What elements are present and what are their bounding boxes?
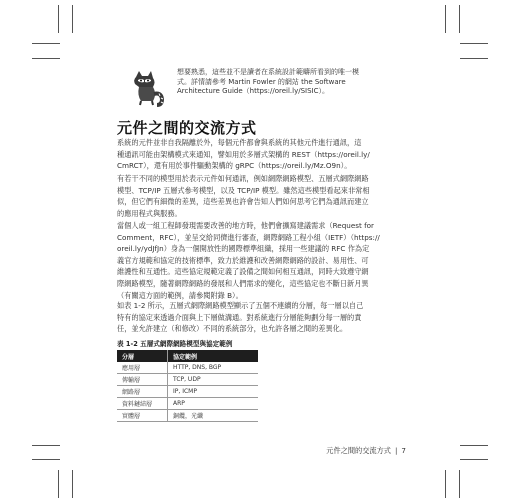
paragraph-line: 特有的協定來透過介面與上下層做溝通。對系統進行分層能夠劃分每一層的責 — [117, 312, 362, 322]
note-line: Architecture Guide（https://oreil.ly/SISIC）。 — [177, 87, 330, 96]
crop-mark — [32, 459, 60, 460]
table-row — [117, 386, 258, 398]
paragraph-line: oreil.ly/ydJfJn）身為一個開放性的國際標準組織，採用一些建議的 RFC 作為定 — [117, 244, 370, 254]
crop-mark — [460, 445, 488, 446]
table-cell: 網路層 — [117, 386, 168, 398]
crop-mark — [32, 58, 60, 59]
footer-chapter: 元件之間的交流方式 — [326, 446, 391, 455]
paragraph-line: 義官方規範和協定的技術標準，致力於維護和改善網際網路的設計、易用性、可 — [117, 255, 369, 265]
crop-mark — [459, 470, 460, 498]
table-cell: IP, ICMP — [168, 386, 259, 398]
footer-separator: | — [395, 446, 398, 455]
section-title: 元件之間的交流方式 — [117, 119, 257, 137]
crop-mark — [460, 459, 488, 460]
table-cell: 應用層 — [117, 362, 168, 374]
paragraph-line: CmRCT），還有用於事件驅動架構的 gRPC（https://oreil.ly/Mz.O9n）。 — [117, 161, 352, 171]
paragraph-line: （有關這方面的範例，請參閱附錄 B）。 — [117, 290, 243, 300]
paragraph-3 — [117, 220, 401, 301]
paragraph-line: 似，但它們有細微的差異，這些差異也許會告知人們如何思考它們為通訊而建立 — [117, 197, 369, 207]
crop-mark — [32, 445, 60, 446]
table-cell: 資料鏈結層 — [117, 398, 168, 410]
paragraph-line: 模型、TCP/IP 五層式參考模型，以及 TCP/IP 模型。雖然這些模型看起來非常相 — [117, 185, 370, 195]
table-row — [117, 362, 258, 374]
layers-table — [117, 350, 258, 422]
table-row — [117, 398, 258, 410]
note-text — [177, 68, 409, 97]
table-header: 分層 — [117, 350, 168, 362]
paragraph-line: Comment，RFC），並呈交給同儕進行審查，網際網路工程小組（IETF）（https:// — [117, 232, 380, 242]
crop-mark — [72, 470, 73, 498]
page-footer — [300, 446, 406, 456]
crop-mark — [460, 43, 488, 44]
paragraph-line: 的應用程式與服務。 — [117, 208, 182, 218]
crop-mark — [58, 470, 59, 498]
table-caption: 表 1-2 五層式網際網路模型與協定範例 — [117, 340, 233, 348]
crop-mark — [445, 470, 446, 498]
crop-mark — [445, 5, 446, 33]
table-cell: HTTP, DNS, BGP — [168, 362, 259, 374]
table-cell: 實體層 — [117, 410, 168, 422]
crop-mark — [459, 5, 460, 33]
note-line: 想要熟悉，這些並不是讀者在系統設計範疇所看到的唯一模 — [177, 68, 359, 76]
paragraph-1 — [117, 137, 401, 172]
table-header: 協定範例 — [168, 350, 259, 362]
paragraph-4 — [117, 300, 401, 335]
raccoon-icon — [128, 68, 168, 108]
table-header-row — [117, 350, 258, 362]
page-number: 7 — [401, 446, 406, 455]
paragraph-line: 任，並允許建立（和修改）不同的系統部分，也允許各層之間的差異化。 — [117, 324, 348, 334]
paragraph-line: 系統的元件並非自我隔離於外，每個元件都會與系統的其他元件進行通訊，這 — [117, 138, 362, 147]
tip-note — [136, 68, 416, 110]
table-row — [117, 374, 258, 386]
paragraph-line: 際網路模型，隨著網際網路的發展和人們需求的變化，這些協定也不斷日新月異 — [117, 278, 369, 288]
paragraph-2 — [117, 173, 401, 219]
crop-mark — [460, 58, 488, 59]
table-cell: 傳輸層 — [117, 374, 168, 386]
table-row — [117, 410, 258, 422]
paragraph-line: 當個人或一組工程師發現需要改善的地方時，他們會擴寫建議需求（Request for — [117, 221, 374, 230]
paragraph-line: 維護性和互通性。這些協定規範定義了設備之間如何相互通訊，同時大致遵守網 — [117, 267, 369, 277]
table-cell: TCP, UDP — [168, 374, 259, 386]
note-line: 式。詳情請參考 Martin Fowler 的網站 the Software — [177, 77, 346, 86]
table-cell: ARP — [168, 398, 259, 410]
table-cell: 銅纜，光纖 — [168, 410, 259, 422]
crop-mark — [32, 43, 60, 44]
crop-mark — [72, 5, 73, 33]
crop-mark — [58, 5, 59, 33]
paragraph-line: 如表 1-2 所示，五層式網際網路模型顯示了五個不連續的分層，每一層以自己 — [117, 301, 364, 310]
paragraph-line: 種通訊可能由架構模式來通知，譬如用於多層式架構的 REST（https://oreil.ly/ — [117, 149, 370, 159]
paragraph-line: 有若干不同的模型用於表示元件如何通訊，例如網際網路模型、五層式網際網路 — [117, 174, 369, 183]
